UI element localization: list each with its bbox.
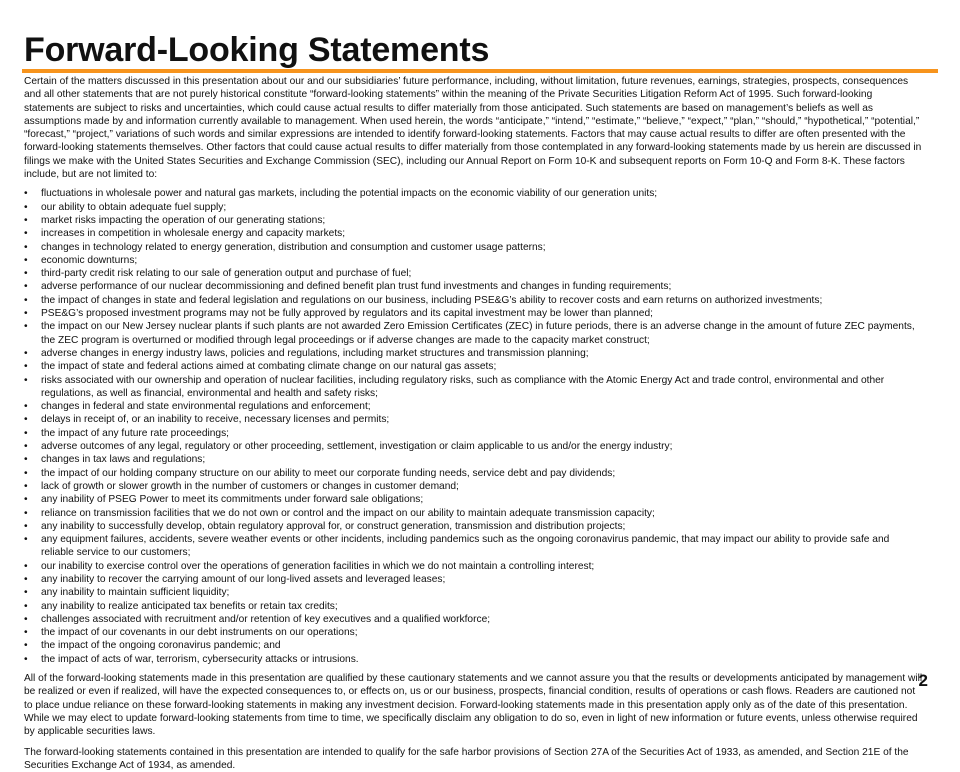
list-item: • risks associated with our ownership and operation of nuclear facilities, including regulatory risks, such as compliance with the Atomic Energy Act and trade control, environmental and other regulations, as well as financial, environmental and health and safety risks;	[24, 374, 924, 401]
list-item: • the impact of our covenants in our debt instruments on our operations;	[24, 626, 924, 639]
page-title: Forward-Looking Statements	[24, 31, 490, 69]
list-item: • reliance on transmission facilities that we do not own or control and the impact on our ability to maintain adequate transmission capacity;	[24, 507, 924, 520]
statement-body	[24, 75, 924, 772]
list-item: • increases in competition in wholesale energy and capacity markets;	[24, 227, 924, 240]
title-underline	[22, 69, 938, 73]
list-item: • the impact of state and federal actions aimed at combating climate change on our natural gas assets;	[24, 360, 924, 373]
list-item: • any inability to recover the carrying amount of our long-lived assets and leveraged leases;	[24, 573, 924, 586]
list-item: • lack of growth or slower growth in the number of customers or changes in customer demand;	[24, 480, 924, 493]
list-item: • the impact of acts of war, terrorism, cybersecurity attacks or intrusions.	[24, 653, 924, 666]
risk-factor-list	[24, 187, 924, 666]
list-item: • fluctuations in wholesale power and natural gas markets, including the potential impacts on the economic viability of our generation units;	[24, 187, 924, 200]
list-item: • changes in federal and state environmental regulations and enforcement;	[24, 400, 924, 413]
list-item: • our ability to obtain adequate fuel supply;	[24, 201, 924, 214]
list-item: • the impact of any future rate proceedings;	[24, 427, 924, 440]
list-item: • economic downturns;	[24, 254, 924, 267]
list-item: • changes in tax laws and regulations;	[24, 453, 924, 466]
list-item: • the impact of our holding company structure on our ability to meet our corporate funding needs, service debt and pay dividends;	[24, 467, 924, 480]
list-item: • any inability to maintain sufficient liquidity;	[24, 586, 924, 599]
list-item: • market risks impacting the operation of our generating stations;	[24, 214, 924, 227]
list-item: • PSE&G’s proposed investment programs may not be fully approved by regulators and its capital investment may be lower than planned;	[24, 307, 924, 320]
list-item: • adverse outcomes of any legal, regulatory or other proceeding, settlement, investigation or claim applicable to us and/or the energy industry;	[24, 440, 924, 453]
list-item: • any inability to realize anticipated tax benefits or retain tax credits;	[24, 600, 924, 613]
list-item: • any inability of PSEG Power to meet its commitments under forward sale obligations;	[24, 493, 924, 506]
list-item: • the impact of the ongoing coronavirus pandemic; and	[24, 639, 924, 652]
list-item: • the impact on our New Jersey nuclear plants if such plants are not awarded Zero Emission Certificates (ZEC) in future periods, there is an adverse change in the amount of future ZEC payments, the ZEC program is overturned or modified through legal proceedings or if adverse changes are made to the capacity market construct;	[24, 320, 924, 347]
list-item: • our inability to exercise control over the operations of generation facilities in which we do not maintain a controlling interest;	[24, 560, 924, 573]
list-item: • any equipment failures, accidents, severe weather events or other incidents, including pandemics such as the ongoing coronavirus pandemic, that may impact our ability to provide safe and reliable service to our customers;	[24, 533, 924, 560]
list-item: • challenges associated with recruitment and/or retention of key executives and a qualified workforce;	[24, 613, 924, 626]
list-item: • the impact of changes in state and federal legislation and regulations on our business, including PSE&G’s ability to recover costs and earn returns on authorized investments;	[24, 294, 924, 307]
page-number: 2	[918, 671, 928, 690]
intro-paragraph: Certain of the matters discussed in this presentation about our and our subsidiaries’ future performance, including, without limitation, future revenues, earnings, strategies, prospects, consequences and all other statements that are not purely historical constitute “forward-looking statements” within the meaning of the Private Securities Litigation Reform Act of 1995. Such forward-looking statements are subject to risks and uncertainties, which could cause actual results to differ materially from those anticipated. Such statements are based on management’s beliefs as well as assumptions made by and information currently available to management. When used herein, the words “anticipate,” “intend,” “estimate,” “believe,” “expect,” “plan,” “should,” “hypothetical,” “potential,” “forecast,” “project,” variations of such words and similar expressions are intended to identify forward-looking statements. Factors that may cause actual results to differ are often presented with the forward-looking statements themselves. Other factors that could cause actual results to differ materially from those contemplated in any forward-looking statements made by us herein are discussed in filings we make with the United States Securities and Exchange Commission (SEC), including our Annual Report on Form 10-K and subsequent reports on Form 10-Q and Form 8-K. These factors include, but are not limited to:	[24, 76, 922, 181]
list-item: • delays in receipt of, or an inability to receive, necessary licenses and permits;	[24, 413, 924, 426]
list-item: • any inability to successfully develop, obtain regulatory approval for, or construct generation, transmission and distribution projects;	[24, 520, 924, 533]
list-item: • adverse performance of our nuclear decommissioning and defined benefit plan trust fund investments and changes in funding requirements;	[24, 280, 924, 293]
list-item: • third-party credit risk relating to our sale of generation output and purchase of fuel;	[24, 267, 924, 280]
safe-harbor-paragraph: The forward-looking statements contained in this presentation are intended to qualify for the safe harbor provisions of Section 27A of the Securities Act of 1933, as amended, and Section 21E of the Securities Exchange Act of 1934, as amended.	[24, 746, 909, 771]
closing-paragraph: All of the forward-looking statements made in this presentation are qualified by these cautionary statements and we cannot assure you that the results or developments anticipated by management will be realized or even if realized, will have the expected consequences to, or effects on, us or our business, prospects, financial condition, results of operations or cash flows. Readers are cautioned not to place undue reliance on these forward-looking statements in making any investment decision. Forward-looking statements made in this presentation apply only as of the date of this presentation. While we may elect to update forward-looking statements from time to time, we specifically disclaim any obligation to do so, even in light of new information or future events, unless otherwise required by applicable securities laws.	[24, 673, 923, 738]
list-item: • adverse changes in energy industry laws, policies and regulations, including market structures and transmission planning;	[24, 347, 924, 360]
list-item: • changes in technology related to energy generation, distribution and consumption and customer usage patterns;	[24, 241, 924, 254]
